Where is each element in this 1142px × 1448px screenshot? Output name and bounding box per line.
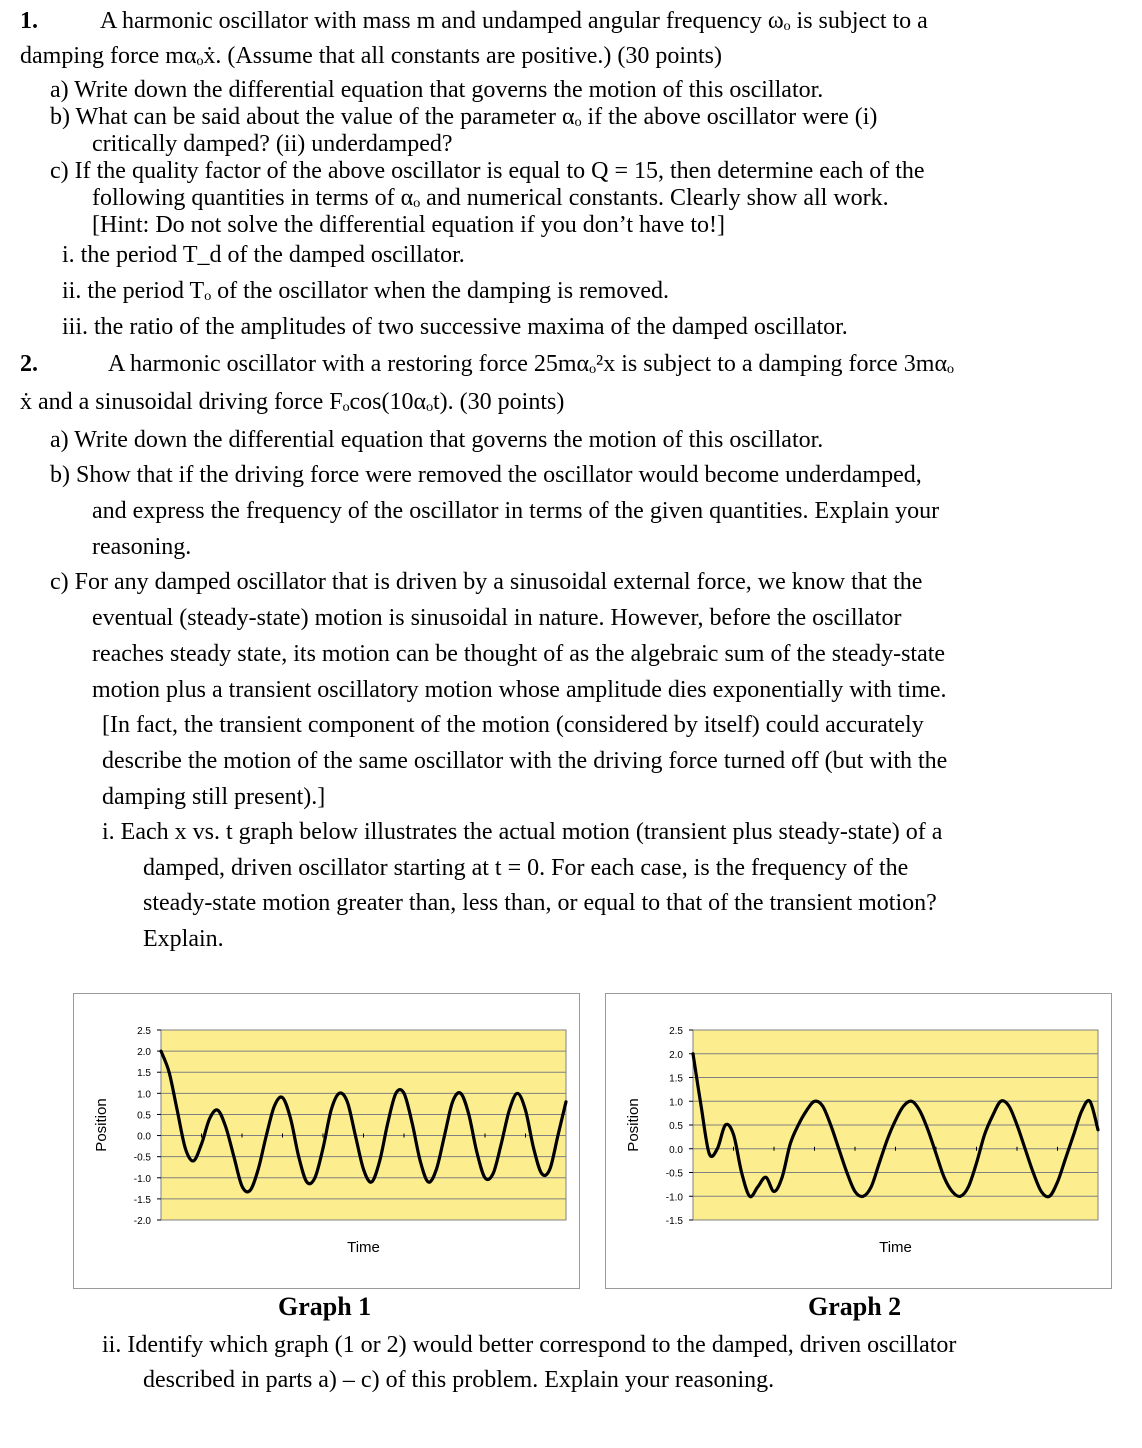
problem-2-part-c-line2: eventual (steady-state) motion is sinusoidal in nature. However, before the oscillator	[92, 605, 902, 631]
problem-2-part-c-ii-line2: described in parts a) – c) of this problem. Explain your reasoning.	[143, 1367, 775, 1393]
graph-1-y-tick-label: -2.0	[133, 1216, 151, 1227]
graph-1-y-tick-label: 1.5	[137, 1068, 151, 1080]
graph-1-y-tick-label: 2.5	[137, 1026, 151, 1037]
problem-2-part-b-line3: reasoning.	[92, 534, 192, 560]
problem-1-number: 1.	[20, 8, 38, 34]
graph-2-chart	[606, 994, 1111, 1288]
graph-1-y-tick-label: 1.0	[137, 1089, 151, 1101]
problem-2-part-c-i-line2: damped, driven oscillator starting at t = 0. For each case, is the frequency of the	[143, 855, 909, 881]
graph-1-x-axis-label: Time	[347, 1239, 380, 1256]
graph-2-y-tick-label: 1.5	[669, 1073, 683, 1085]
graph-2-y-tick-label: -0.5	[665, 1168, 683, 1180]
graph-1-title: Graph 1	[278, 1292, 372, 1321]
graph-2-y-tick-label: 2.5	[669, 1026, 683, 1037]
problem-1-part-b-line1: b) What can be said about the value of the parameter αₒ if the above oscillator were (i)	[50, 104, 878, 130]
graph-1-chart	[74, 994, 579, 1288]
problem-2-part-c-line4: motion plus a transient oscillatory motion whose amplitude dies exponentially with time.	[92, 677, 947, 703]
graph-1-y-tick-label: 0.5	[137, 1110, 151, 1122]
graph-2-y-tick-label: 1.0	[669, 1097, 683, 1109]
graph-1-y-tick-label: -0.5	[133, 1152, 151, 1164]
problem-1-part-a: a) Write down the differential equation that governs the motion of this oscillator.	[50, 77, 824, 103]
graph-2-y-axis-label: Position	[625, 1098, 642, 1152]
graph-1-y-tick-label: -1.0	[133, 1173, 151, 1185]
graph-2-title: Graph 2	[808, 1292, 902, 1321]
problem-2-part-b-line1: b) Show that if the driving force were removed the oscillator would become underdamped,	[50, 462, 922, 488]
graph-1-y-tick-label: 0.0	[137, 1131, 151, 1143]
problem-2-part-c-ii-line1: ii. Identify which graph (1 or 2) would better correspond to the damped, driven oscillator	[102, 1332, 957, 1358]
graph-2-y-tick-label: -1.0	[665, 1192, 683, 1204]
problem-2-intro-line2: ẋ and a sinusoidal driving force Fₒcos(10αₒt). (30 points)	[20, 389, 565, 415]
problem-1-part-c-hint: [Hint: Do not solve the differential equation if you don’t have to!]	[92, 212, 725, 238]
problem-2-part-c-line5: [In fact, the transient component of the motion (considered by itself) could accurately	[102, 712, 924, 738]
graph-2-y-tick-label: 0.5	[669, 1121, 683, 1132]
problem-1-part-c-line2: following quantities in terms of αₒ and numerical constants. Clearly show all work.	[92, 185, 889, 211]
problem-2-part-c-i-line4: Explain.	[143, 926, 224, 952]
problem-1-intro-line1: A harmonic oscillator with mass m and undamped angular frequency ωₒ is subject to a	[100, 8, 928, 34]
problem-1-part-c-iii: iii. the ratio of the amplitudes of two successive maxima of the damped oscillator.	[62, 314, 848, 340]
problem-2-part-c-line3: reaches steady state, its motion can be thought of as the algebraic sum of the steady-state	[92, 641, 946, 667]
problem-2-part-a: a) Write down the differential equation that governs the motion of this oscillator.	[50, 427, 824, 453]
graph-1-y-axis-label: Position	[93, 1098, 110, 1152]
problem-1-part-c-line1: c) If the quality factor of the above oscillator is equal to Q = 15, then determine each of the	[50, 158, 925, 184]
problem-2-part-b-line2: and express the frequency of the oscillator in terms of the given quantities. Explain your	[92, 498, 940, 524]
problem-1-intro-line2: damping force mαₒẋ. (Assume that all constants are positive.) (30 points)	[20, 43, 722, 69]
problem-1-part-c-i: i. the period T_d of the damped oscillator.	[62, 242, 465, 268]
problem-2-intro-line1: A harmonic oscillator with a restoring force 25mαₒ²x is subject to a damping force 3mαₒ	[108, 351, 954, 377]
graph-1-y-tick-label: 2.0	[137, 1047, 151, 1059]
problem-2-part-c-line7: damping still present).]	[102, 784, 326, 810]
problem-1-part-b-line2: critically damped? (ii) underdamped?	[92, 131, 453, 157]
graph-2-frame	[605, 993, 1112, 1289]
graph-1-y-tick-label: -1.5	[133, 1194, 151, 1206]
graph-2-y-tick-label: -1.5	[665, 1216, 683, 1227]
problem-1-part-c-ii: ii. the period Tₒ of the oscillator when the damping is removed.	[62, 278, 669, 304]
graph-1-frame	[73, 993, 580, 1289]
graph-2-x-axis-label: Time	[879, 1239, 912, 1256]
graph-2-y-tick-label: 0.0	[669, 1144, 683, 1156]
problem-2-part-c-i-line3: steady-state motion greater than, less than, or equal to that of the transient motion?	[143, 890, 937, 916]
graph-2-y-tick-label: 2.0	[669, 1049, 683, 1061]
problem-2-part-c-line1: c) For any damped oscillator that is driven by a sinusoidal external force, we know that the	[50, 569, 923, 595]
problem-2-part-c-i-line1: i. Each x vs. t graph below illustrates the actual motion (transient plus steady-state) of a	[102, 819, 943, 845]
problem-2-part-c-line6: describe the motion of the same oscillator with the driving force turned off (but with the	[102, 748, 948, 774]
problem-2-number: 2.	[20, 351, 38, 377]
